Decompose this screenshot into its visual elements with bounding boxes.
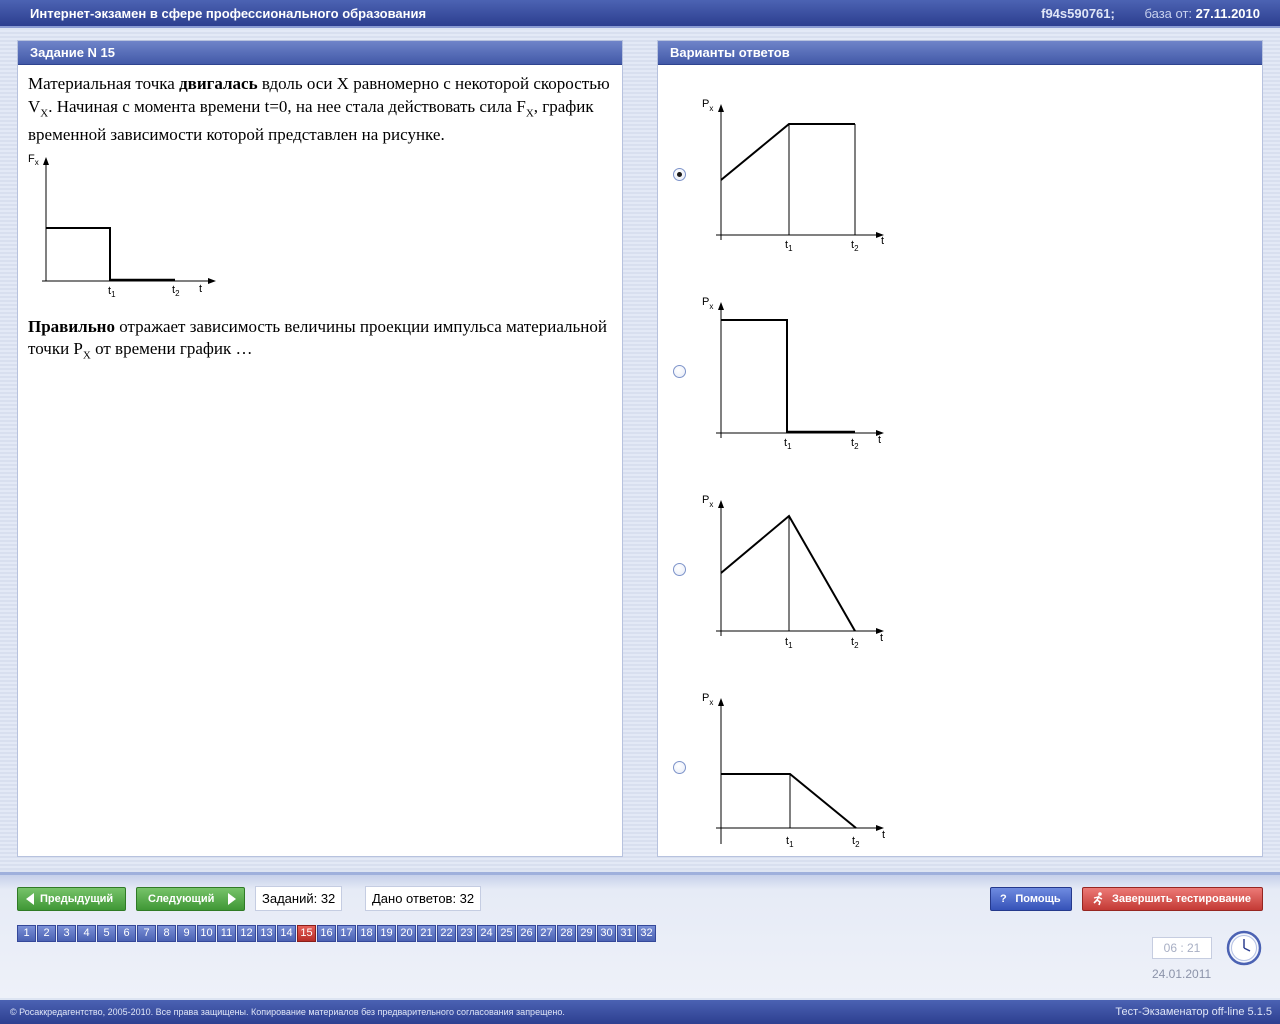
help-button[interactable] bbox=[990, 887, 1072, 911]
current-date: 24.01.2011 bbox=[1152, 967, 1212, 981]
answer-radio-2[interactable] bbox=[673, 365, 686, 378]
task-number-button[interactable]: 15 bbox=[297, 925, 316, 942]
t1-label: $t_1$ bbox=[784, 437, 792, 451]
question-part: отражает зависимость величины проекции импульса материальной точки P bbox=[28, 316, 607, 359]
t2-label: $t_2$ bbox=[851, 437, 859, 451]
y-label: $P_x$ bbox=[702, 494, 714, 509]
window-title: Интернет-экзамен в сфере профессионального образования bbox=[30, 5, 427, 21]
answer-graph-4 bbox=[690, 684, 910, 856]
task-number-button[interactable]: 3 bbox=[57, 925, 76, 942]
t1-label: $t_1$ bbox=[785, 239, 793, 253]
window-title-bar bbox=[0, 0, 1280, 28]
momentum-line bbox=[721, 320, 787, 433]
question-sub: X bbox=[82, 349, 91, 362]
copyright: © Росаккредагентство, 2005-2010. Все права защищены. Копирование материалов без предварительного согласования запрещено. bbox=[10, 1007, 565, 1017]
task-number-button[interactable]: 7 bbox=[137, 925, 156, 942]
answer-radio-4[interactable] bbox=[673, 761, 686, 774]
question-bold: Правильно bbox=[28, 316, 115, 336]
t-label: t bbox=[882, 829, 886, 841]
help-label: Помощь bbox=[1015, 893, 1061, 905]
base-date: 27.11.2010 bbox=[1195, 5, 1260, 21]
fig-t-label: t bbox=[199, 282, 203, 295]
answer-graph-3 bbox=[690, 486, 910, 666]
task-number-button[interactable]: 23 bbox=[457, 925, 476, 942]
session-code: f94s590761; bbox=[1041, 5, 1115, 21]
task-number-nav bbox=[17, 925, 656, 942]
task-number-button[interactable]: 13 bbox=[257, 925, 276, 942]
task-number-button[interactable]: 22 bbox=[437, 925, 456, 942]
y-label: $P_x$ bbox=[702, 296, 714, 311]
task-number-button[interactable]: 19 bbox=[377, 925, 396, 942]
task-number-button[interactable]: 25 bbox=[497, 925, 516, 942]
task-number-button[interactable]: 16 bbox=[317, 925, 336, 942]
task-number-button[interactable]: 32 bbox=[637, 925, 656, 942]
x-axis-arrow bbox=[208, 278, 216, 284]
question-part: вдоль оси X равномерно с некоторой скоростью V bbox=[28, 74, 610, 116]
question-text-2 bbox=[18, 316, 622, 367]
timer: 06 : 21 bbox=[1152, 937, 1212, 959]
fig-y-label: $F_x$ bbox=[28, 152, 39, 167]
task-number-button[interactable]: 2 bbox=[37, 925, 56, 942]
t2-label: $t_2$ bbox=[851, 636, 859, 650]
arrow-right-icon bbox=[227, 893, 237, 905]
version: Тест-Экзаменатор off-line 5.1.5 bbox=[1115, 1006, 1272, 1018]
fig-t2-label: $t_2$ bbox=[172, 283, 180, 298]
answer-graph-1 bbox=[690, 90, 910, 270]
momentum-line bbox=[721, 774, 856, 828]
force-line bbox=[46, 228, 110, 281]
task-number-button[interactable]: 20 bbox=[397, 925, 416, 942]
momentum-line bbox=[721, 124, 855, 180]
task-number-button[interactable]: 12 bbox=[237, 925, 256, 942]
task-number-button[interactable]: 21 bbox=[417, 925, 436, 942]
task-number-button[interactable]: 28 bbox=[557, 925, 576, 942]
prev-button[interactable] bbox=[17, 887, 126, 911]
question-bold: двигалась bbox=[179, 74, 258, 93]
task-number-button[interactable]: 10 bbox=[197, 925, 216, 942]
y-axis-arrow bbox=[718, 500, 724, 508]
task-number-button[interactable]: 26 bbox=[517, 925, 536, 942]
task-header: Задание N 15 bbox=[18, 41, 622, 65]
force-graph-figure bbox=[18, 151, 622, 316]
t2-label: $t_2$ bbox=[851, 239, 859, 253]
force-graph bbox=[22, 151, 242, 311]
task-number-button[interactable]: 31 bbox=[617, 925, 636, 942]
task-number-button[interactable]: 8 bbox=[157, 925, 176, 942]
task-number-button[interactable]: 6 bbox=[117, 925, 136, 942]
y-axis-arrow bbox=[43, 157, 49, 165]
task-number-button[interactable]: 30 bbox=[597, 925, 616, 942]
base-info bbox=[1041, 6, 1260, 21]
question-text bbox=[18, 65, 622, 147]
task-panel bbox=[17, 40, 623, 857]
task-number-button[interactable]: 29 bbox=[577, 925, 596, 942]
momentum-line bbox=[721, 516, 855, 631]
t-label: t bbox=[880, 632, 884, 644]
answers-header: Варианты ответов bbox=[658, 41, 1262, 65]
answers-count: Дано ответов: 32 bbox=[365, 886, 481, 911]
y-axis-arrow bbox=[718, 302, 724, 310]
y-axis-arrow bbox=[718, 698, 724, 706]
task-number-button[interactable]: 27 bbox=[537, 925, 556, 942]
arrow-left-icon bbox=[25, 893, 35, 905]
task-number-button[interactable]: 4 bbox=[77, 925, 96, 942]
footer bbox=[0, 1000, 1280, 1024]
question-sub: X bbox=[40, 106, 49, 119]
question-part: от времени график … bbox=[90, 339, 253, 359]
question-part: . Начиная с момента времени t=0, на нее стала действовать сила F bbox=[48, 96, 526, 116]
prev-label: Предыдущий bbox=[40, 893, 114, 905]
next-button[interactable] bbox=[136, 887, 245, 911]
finish-button[interactable] bbox=[1082, 887, 1263, 911]
fig-t1-label: $t_1$ bbox=[108, 284, 116, 299]
t1-label: $t_1$ bbox=[785, 636, 793, 650]
t2-label: $t_2$ bbox=[852, 835, 860, 849]
task-number-button[interactable]: 14 bbox=[277, 925, 296, 942]
t-label: t bbox=[878, 434, 882, 446]
clock-icon bbox=[1226, 930, 1262, 966]
answer-radio-1[interactable] bbox=[673, 168, 686, 181]
task-number-button[interactable]: 24 bbox=[477, 925, 496, 942]
question-part: , график временной зависимости которой представлен на рисунке. bbox=[28, 96, 594, 145]
task-number-button[interactable]: 9 bbox=[177, 925, 196, 942]
question-sub: X bbox=[525, 106, 534, 119]
task-number-button[interactable]: 5 bbox=[97, 925, 116, 942]
answer-graph-2 bbox=[690, 288, 910, 468]
task-number-button[interactable]: 17 bbox=[337, 925, 356, 942]
y-label: $P_x$ bbox=[702, 98, 714, 113]
tasks-count: Заданий: 32 bbox=[255, 886, 342, 911]
y-label: $P_x$ bbox=[702, 692, 714, 707]
t-label: t bbox=[881, 235, 885, 247]
t1-label: $t_1$ bbox=[786, 835, 794, 849]
next-label: Следующий bbox=[148, 893, 215, 905]
running-man-icon bbox=[1091, 892, 1105, 906]
question-icon: ? bbox=[1000, 893, 1007, 905]
task-number-button[interactable]: 1 bbox=[17, 925, 36, 942]
task-number-button[interactable]: 18 bbox=[357, 925, 376, 942]
task-number-button[interactable]: 11 bbox=[217, 925, 236, 942]
base-label: база от: bbox=[1144, 5, 1193, 21]
answer-radio-3[interactable] bbox=[673, 563, 686, 576]
y-axis-arrow bbox=[718, 104, 724, 112]
question-part: Материальная точка bbox=[28, 74, 180, 93]
finish-label: Завершить тестирование bbox=[1112, 893, 1251, 905]
